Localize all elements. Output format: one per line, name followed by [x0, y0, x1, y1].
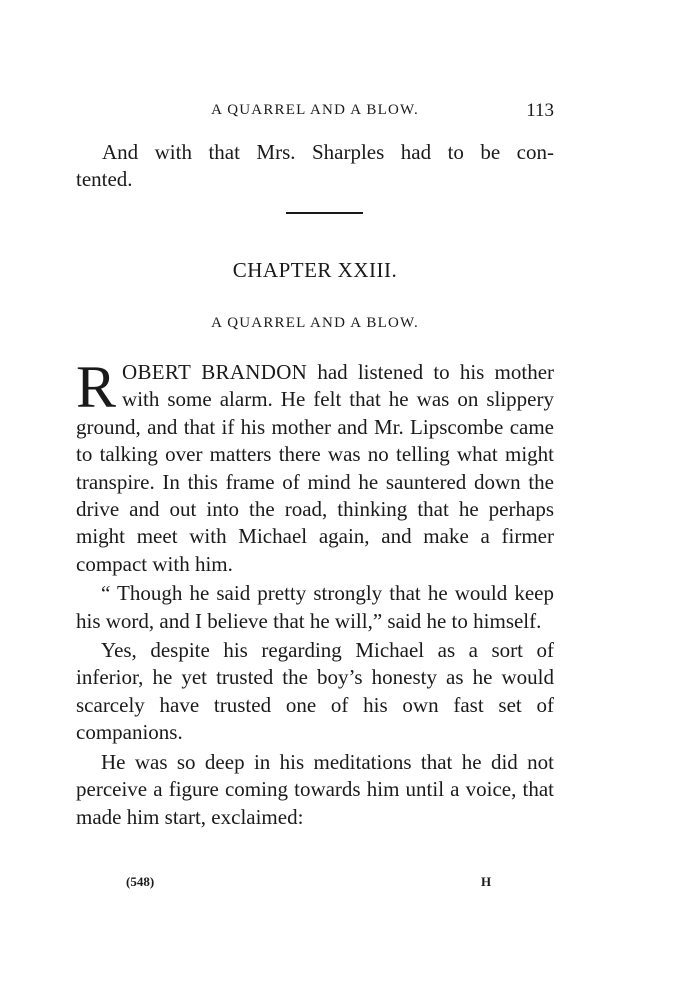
paragraph-2: “ Though he said pretty strongly that he would keep his word, and I believe that he will,” said he to himself. — [76, 581, 554, 633]
paragraph-4: He was so deep in his meditations that he did not perceive a figure coming towards him until a voice, that made him start, exclaimed: — [76, 749, 554, 829]
signature-line — [76, 874, 554, 894]
chapter-title: CHAPTER XXIII. — [232, 258, 398, 282]
paragraph-1-text: had listened to his mother with some alarm. He felt that he was on slippery ground, and that if his mother and Mr. Lipscombe came to talking over matters there was no telling what might transpire. In this frame of mind he sauntered down the drive and out into the road, thinking that he perhaps might meet with Michael again, and make a firmer compact with him. — [76, 360, 555, 576]
paragraph-1 — [76, 354, 555, 578]
page-number: 113 — [526, 100, 554, 121]
lead-line-2: tented. — [76, 167, 133, 192]
chapter-subtitle: A QUARREL AND A BLOW. — [211, 315, 419, 331]
paragraph-1-caps: OBERT BRANDON — [122, 360, 308, 384]
paragraph-3: Yes, despite his regarding Michael as a sort of inferior, he yet trusted the boy’s honesty as he would scarcely have trusted one of his own fast set of companions. — [76, 638, 554, 745]
lead-line-1: And with that Mrs. Sharples had to be con- — [102, 140, 554, 164]
running-head — [76, 100, 554, 124]
lead-paragraph — [76, 139, 554, 194]
running-head-title: A QUARREL AND A BLOW. — [211, 102, 419, 118]
drop-cap: R — [76, 354, 117, 420]
signature-number: (548) — [126, 874, 155, 889]
section-rule — [286, 212, 363, 214]
chapter-body — [76, 354, 555, 831]
signature-letter: H — [481, 874, 492, 889]
